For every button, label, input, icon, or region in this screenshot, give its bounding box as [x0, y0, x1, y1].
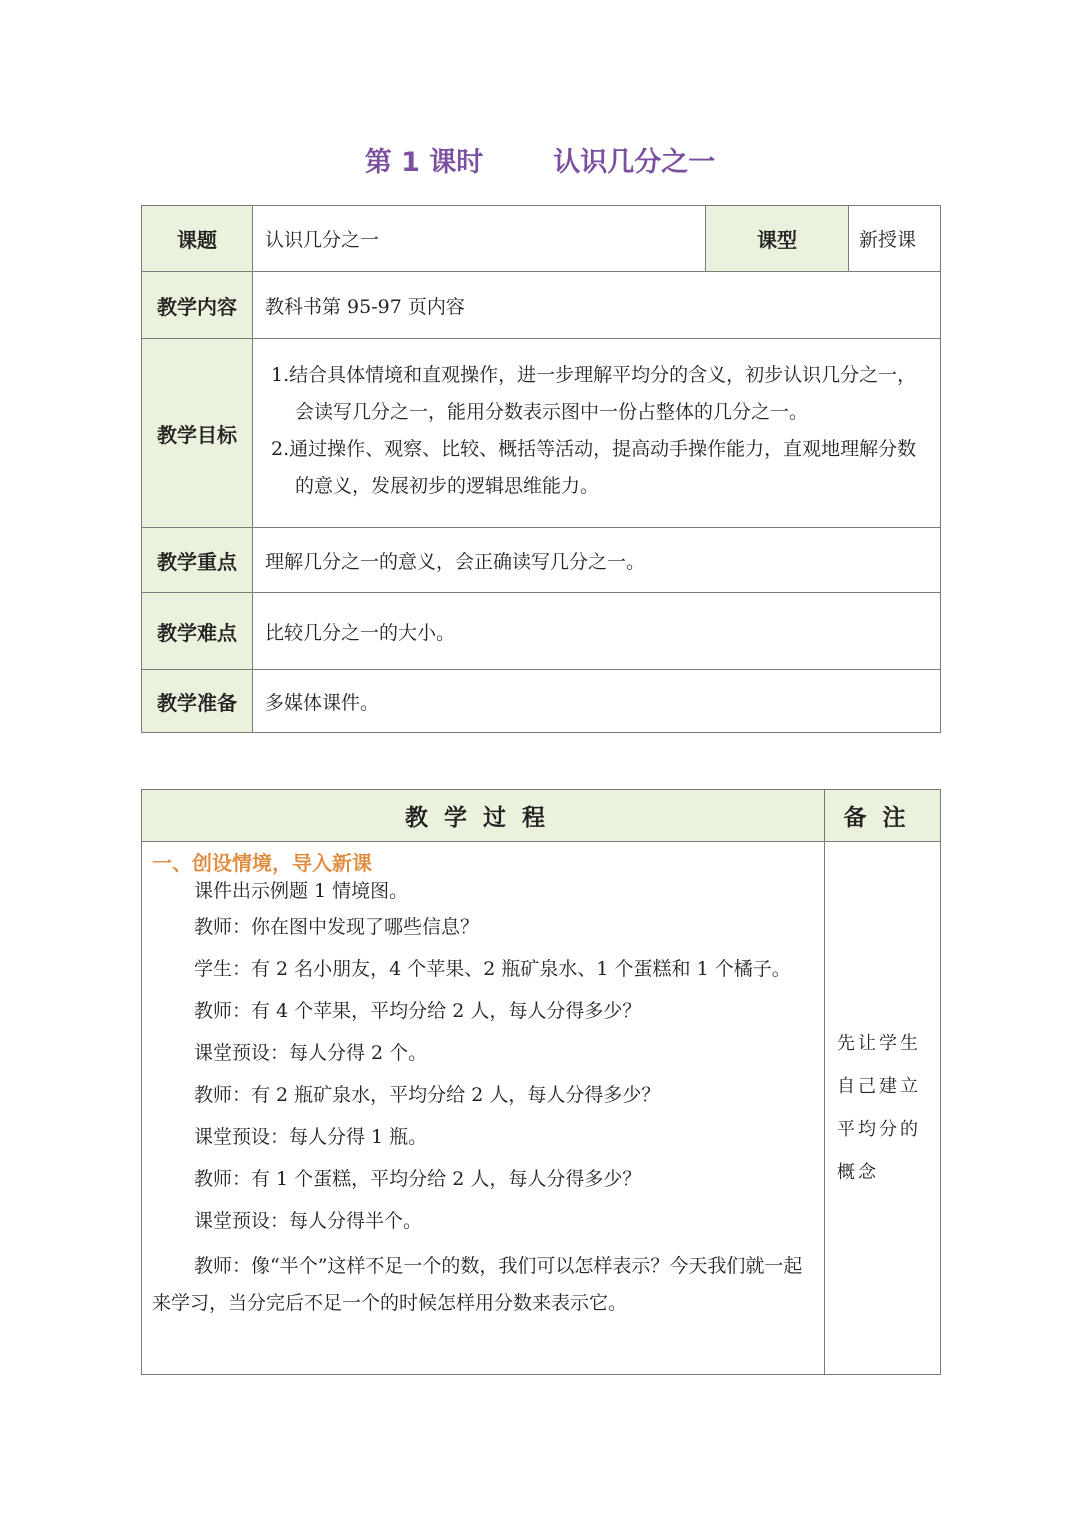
topic-value: 认识几分之一	[253, 206, 706, 272]
prep-label: 教学准备	[142, 670, 253, 733]
content-label: 教学内容	[142, 272, 253, 339]
note-line: 平均分的	[837, 1119, 921, 1140]
note-line: 自己建立	[837, 1076, 921, 1097]
difficulty-row	[142, 593, 941, 670]
topic-label: 课题	[142, 206, 253, 272]
goals-cell	[253, 339, 941, 528]
topic-row	[142, 206, 941, 272]
process-line: 课堂预设：每人分得半个。	[194, 1210, 423, 1232]
lesson-number: 第 1 课时	[364, 147, 484, 178]
goals-label: 教学目标	[142, 339, 253, 528]
goals-row	[142, 339, 941, 528]
prep-value: 多媒体课件。	[253, 670, 941, 733]
type-value: 新授课	[849, 206, 941, 272]
note-line: 概念	[837, 1162, 879, 1183]
process-line: 教师：像“半个”这样不足一个的数，我们可以怎样表示？今天我们就一起来学习，当分完后不足一个的时候怎样用分数来表示它。	[152, 1255, 803, 1314]
process-header-row	[142, 790, 941, 842]
process-line: 教师：你在图中发现了哪些信息？	[194, 916, 480, 938]
difficulty-value: 比较几分之一的大小。	[253, 593, 941, 670]
lesson-name: 认识几分之一	[553, 147, 716, 178]
notes-content	[825, 842, 941, 1375]
process-line: 课堂预设：每人分得 2 个。	[194, 1042, 428, 1064]
content-row	[142, 272, 941, 339]
process-body-row	[142, 842, 941, 1375]
prep-row	[142, 670, 941, 733]
type-label: 课型	[706, 206, 849, 272]
note-line: 先让学生	[837, 1033, 921, 1054]
key-label: 教学重点	[142, 528, 253, 593]
process-line: 教师：有 1 个蛋糕，平均分给 2 人，每人分得多少？	[194, 1168, 642, 1190]
process-header: 教学过程	[142, 790, 825, 842]
section-heading: 一、创设情境，导入新课	[152, 851, 372, 875]
lesson-info-table	[141, 205, 941, 733]
lesson-title	[0, 140, 1080, 180]
difficulty-label: 教学难点	[142, 593, 253, 670]
goal-item: 1.结合具体情境和直观操作，进一步理解平均分的含义，初步认识几分之一，会读写几分之一，能用分数表示图中一份占整体的几分之一。	[271, 364, 917, 423]
process-content	[142, 842, 825, 1375]
content-value: 教科书第 95-97 页内容	[253, 272, 941, 339]
process-line: 学生：有 2 名小朋友，4 个苹果、2 瓶矿泉水、1 个蛋糕和 1 个橘子。	[194, 958, 791, 980]
process-line: 课件出示例题 1 情境图。	[194, 880, 409, 902]
process-line: 教师：有 2 瓶矿泉水，平均分给 2 人，每人分得多少？	[194, 1084, 661, 1106]
notes-header: 备注	[825, 790, 941, 842]
process-line: 教师：有 4 个苹果，平均分给 2 人，每人分得多少？	[194, 1000, 642, 1022]
key-value: 理解几分之一的意义，会正确读写几分之一。	[253, 528, 941, 593]
process-line: 课堂预设：每人分得 1 瓶。	[194, 1126, 428, 1148]
key-row	[142, 528, 941, 593]
goal-item: 2.通过操作、观察、比较、概括等活动，提高动手操作能力，直观地理解分数的意义，发展初步的逻辑思维能力。	[271, 438, 917, 497]
teaching-process-table	[141, 789, 941, 1375]
